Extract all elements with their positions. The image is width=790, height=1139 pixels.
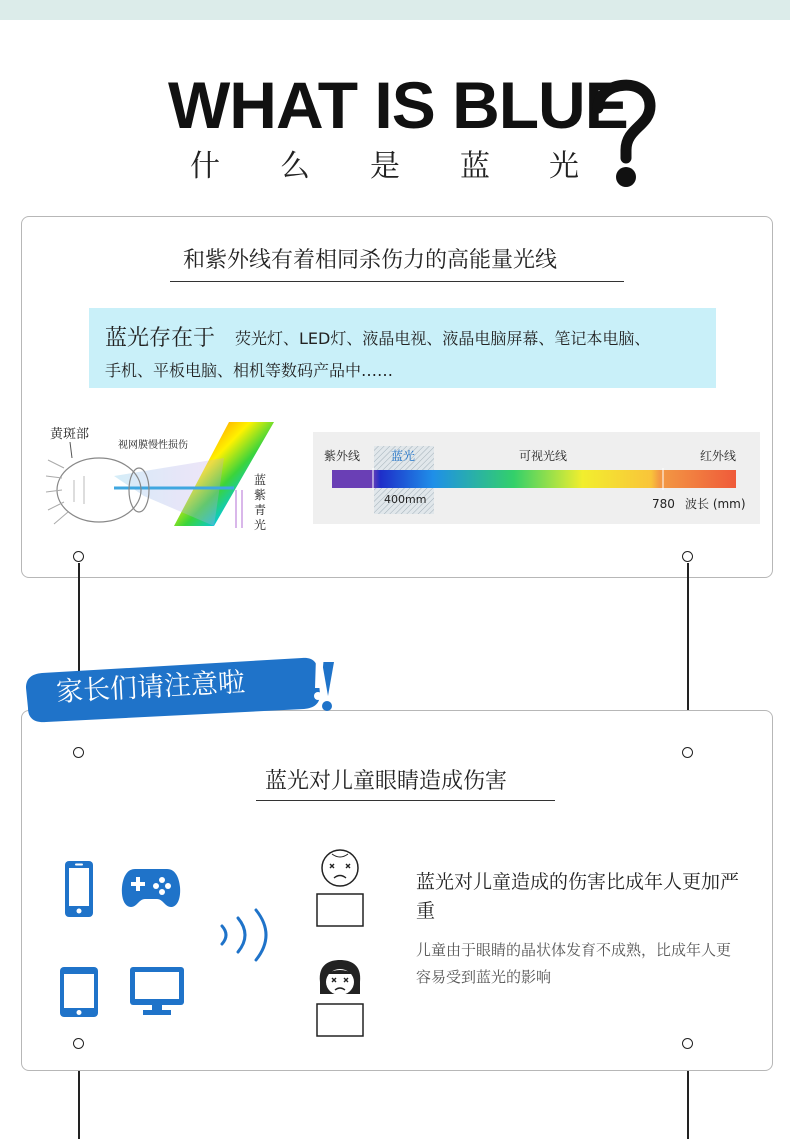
pin-icon xyxy=(682,747,693,758)
subtitle-char: 光 xyxy=(549,149,579,184)
side-char: 蓝 xyxy=(254,473,267,487)
dizzy-child-icon xyxy=(314,848,366,928)
blue-light-label: 蓝光 xyxy=(391,449,416,463)
pin-icon xyxy=(73,551,84,562)
top-band xyxy=(0,0,790,20)
subtitle-char: 是 xyxy=(370,149,400,184)
signal-waves-icon xyxy=(214,902,284,968)
subtitle-char: 什 xyxy=(190,149,220,184)
subtitle-char: 蓝 xyxy=(460,149,490,184)
tablet-icon xyxy=(59,966,99,1018)
sources-text: 荧光灯、LED灯、液晶电视、液晶电脑屏幕、笔记本电脑、 xyxy=(235,329,651,348)
uv-label: 紫外线 xyxy=(324,449,361,463)
subtitle-char: 么 xyxy=(280,149,310,184)
side-char: 青 xyxy=(254,503,267,517)
dizzy-girl-icon xyxy=(314,958,366,1038)
blue-light-sources-box xyxy=(89,308,716,388)
notice-banner-text: 家长们请注意啦 xyxy=(55,667,246,708)
pin-icon xyxy=(73,747,84,758)
tick-780-label: 780 xyxy=(652,497,675,511)
section1-heading: 和紫外线有着相同杀伤力的高能量光线 xyxy=(183,248,558,273)
infrared-label: 红外线 xyxy=(700,449,737,463)
question-mark-icon xyxy=(584,74,664,192)
phone-icon xyxy=(64,860,94,918)
side-char: 光 xyxy=(254,518,267,532)
wavelength-label: 波长 (mm) xyxy=(685,497,746,511)
visible-light-label: 可视光线 xyxy=(519,449,568,463)
retina-damage-label: 视网膜慢性损伤 xyxy=(118,440,188,451)
macula-label: 黄斑部 xyxy=(50,427,90,442)
damage-point-body: 儿童由于眼睛的晶状体发育不成熟，比成年人更容易受到蓝光的影响 xyxy=(416,941,732,986)
tick-400-label: 400mm xyxy=(384,493,427,506)
damage-point-title: 蓝光对儿童造成的伤害比成年人更加严重 xyxy=(416,871,740,922)
pin-icon xyxy=(73,1038,84,1049)
heading-underline xyxy=(170,281,624,282)
monitor-icon xyxy=(129,966,185,1016)
sources-lead-text: 蓝光存在于 xyxy=(105,326,216,351)
pin-icon xyxy=(682,1038,693,1049)
side-char: 紫 xyxy=(254,488,267,502)
page-title: WHAT IS BLUE xyxy=(168,68,628,142)
pin-icon xyxy=(682,551,693,562)
gamepad-icon xyxy=(121,865,181,909)
section2-heading: 蓝光对儿童眼睛造成伤害 xyxy=(265,769,508,794)
sources-text-line2: 手机、平板电脑、相机等数码产品中…… xyxy=(105,361,394,380)
heading-underline xyxy=(256,800,555,801)
